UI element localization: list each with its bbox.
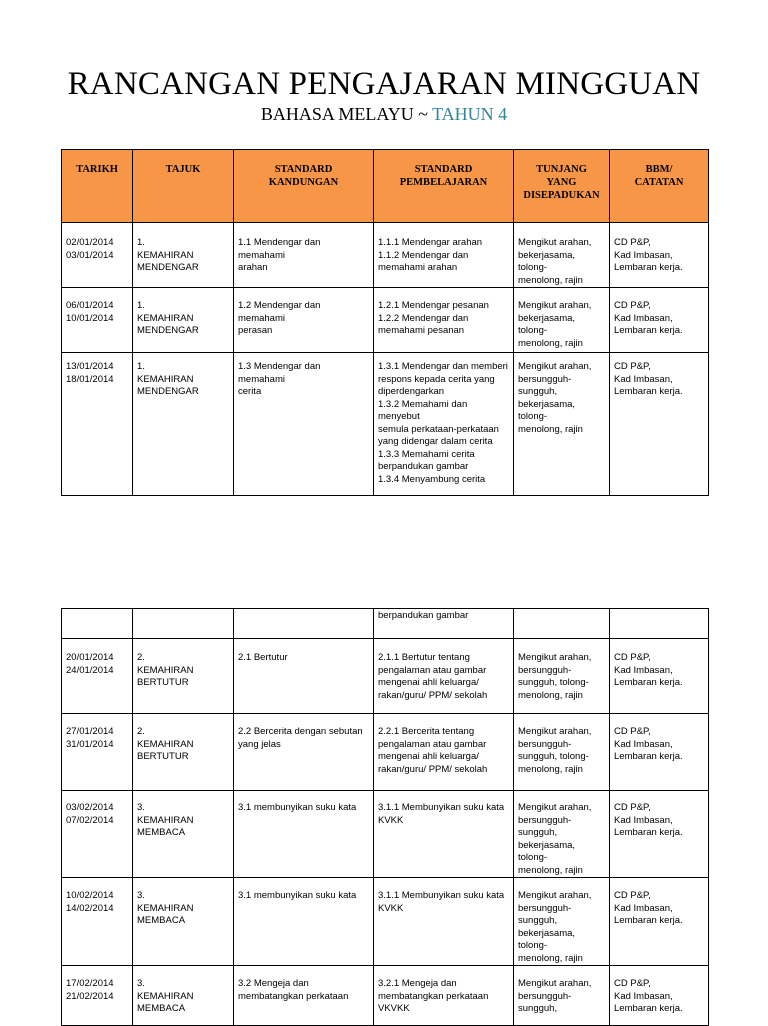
- cell-tarikh: 27/01/2014 31/01/2014: [62, 714, 133, 791]
- table-row: [62, 288, 709, 353]
- cell-tunjang: Mengikut arahan, bersungguh- sungguh, tolong- menolong, rajin: [514, 639, 610, 714]
- table-row: [62, 353, 709, 496]
- cell-standard-pembelajaran: 1.3.1 Mendengar dan memberi respons kepada cerita yang diperdengarkan 1.3.2 Memahami dan menyebut semula perkataan-perkataan yang didengar dalam cerita 1.3.3 Memahami cerita berpandukan gambar 1.3.4 Menyambung cerita: [374, 353, 514, 496]
- table-row: [62, 878, 709, 966]
- cell-tarikh: 13/01/2014 18/01/2014: [62, 353, 133, 496]
- header-standard-pembelajaran: STANDARD PEMBELAJARAN: [374, 150, 514, 223]
- cell-standard-pembelajaran: 3.2.1 Mengeja dan membatangkan perkataan VKVKK: [374, 966, 514, 1026]
- subtitle-subject: BAHASA MELAYU ~: [260, 104, 433, 124]
- cell-standard-pembelajaran: 2.1.1 Bertutur tentang pengalaman atau gambar mengenai ahli keluarga/ rakan/guru/ PPM/ sekolah: [374, 639, 514, 714]
- cell-tarikh: 20/01/2014 24/01/2014: [62, 639, 133, 714]
- cell-tajuk: 2. KEMAHIRAN BERTUTUR: [133, 714, 234, 791]
- table-row: [62, 714, 709, 791]
- cell-tarikh: 17/02/2014 21/02/2014: [62, 966, 133, 1026]
- cell-bbm-catatan: CD P&P, Kad Imbasan, Lembaran kerja.: [610, 966, 709, 1026]
- cell-standard-kandungan: [234, 609, 374, 639]
- cell-tajuk: 2. KEMAHIRAN BERTUTUR: [133, 639, 234, 714]
- cell-standard-kandungan: 1.3 Mendengar dan memahami cerita: [234, 353, 374, 496]
- subtitle-year: TAHUN 4: [432, 104, 508, 124]
- cell-tajuk: 1. KEMAHIRAN MENDENGAR: [133, 353, 234, 496]
- table-row: [62, 223, 709, 288]
- weekly-plan-table-top: [61, 149, 709, 496]
- page-title: RANCANGAN PENGAJARAN MINGGUAN: [67, 66, 701, 102]
- cell-bbm-catatan: CD P&P, Kad Imbasan, Lembaran kerja.: [610, 791, 709, 878]
- cell-tajuk: 3. KEMAHIRAN MEMBACA: [133, 878, 234, 966]
- header-tunjang: TUNJANG YANG DISEPADUKAN: [514, 150, 610, 223]
- header-standard-kandungan: STANDARD KANDUNGAN: [234, 150, 374, 223]
- cell-tajuk: 3. KEMAHIRAN MEMBACA: [133, 791, 234, 878]
- cell-tunjang: Mengikut arahan, bersungguh- sungguh, bekerjasama, tolong- menolong, rajin: [514, 353, 610, 496]
- table-header-row: [62, 150, 709, 223]
- page-subtitle: [0, 104, 768, 125]
- cell-tarikh: [62, 609, 133, 639]
- weekly-plan-table-continued: [61, 608, 709, 1026]
- cell-standard-pembelajaran: 3.1.1 Membunyikan suku kata KVKK: [374, 791, 514, 878]
- cell-bbm-catatan: CD P&P, Kad Imbasan, Lembaran kerja.: [610, 223, 709, 288]
- cell-bbm-catatan: CD P&P, Kad Imbasan, Lembaran kerja.: [610, 714, 709, 791]
- cell-tarikh: 03/02/2014 07/02/2014: [62, 791, 133, 878]
- table-row: [62, 609, 709, 639]
- cell-standard-pembelajaran: berpandukan gambar: [374, 609, 514, 639]
- cell-bbm-catatan: CD P&P, Kad Imbasan, Lembaran kerja.: [610, 639, 709, 714]
- cell-bbm-catatan: CD P&P, Kad Imbasan, Lembaran kerja.: [610, 353, 709, 496]
- cell-tunjang: Mengikut arahan, bersungguh- sungguh, tolong- menolong, rajin: [514, 714, 610, 791]
- cell-tarikh: 10/02/2014 14/02/2014: [62, 878, 133, 966]
- cell-tunjang: Mengikut arahan, bersungguh- sungguh,: [514, 966, 610, 1026]
- table-row: [62, 639, 709, 714]
- cell-tajuk: 1. KEMAHIRAN MENDENGAR: [133, 223, 234, 288]
- cell-standard-kandungan: 3.2 Mengeja dan membatangkan perkataan: [234, 966, 374, 1026]
- cell-tunjang: [514, 609, 610, 639]
- header-tajuk: TAJUK: [133, 150, 234, 223]
- cell-bbm-catatan: CD P&P, Kad Imbasan, Lembaran kerja.: [610, 878, 709, 966]
- cell-standard-kandungan: 1.2 Mendengar dan memahami perasan: [234, 288, 374, 353]
- table-row: [62, 791, 709, 878]
- cell-bbm-catatan: CD P&P, Kad Imbasan, Lembaran kerja.: [610, 288, 709, 353]
- cell-tunjang: Mengikut arahan, bekerjasama, tolong- menolong, rajin: [514, 223, 610, 288]
- cell-tajuk: 1. KEMAHIRAN MENDENGAR: [133, 288, 234, 353]
- cell-standard-pembelajaran: 3.1.1 Membunyikan suku kata KVKK: [374, 878, 514, 966]
- header-tarikh: TARIKH: [62, 150, 133, 223]
- header-bbm-catatan: BBM/ CATATAN: [610, 150, 709, 223]
- cell-standard-kandungan: 2.1 Bertutur: [234, 639, 374, 714]
- cell-standard-pembelajaran: 2.2.1 Bercerita tentang pengalaman atau gambar mengenai ahli keluarga/ rakan/guru/ PPM/ sekolah: [374, 714, 514, 791]
- cell-tunjang: Mengikut arahan, bersungguh- sungguh, bekerjasama, tolong- menolong, rajin: [514, 791, 610, 878]
- cell-tunjang: Mengikut arahan, bekerjasama, tolong- menolong, rajin: [514, 288, 610, 353]
- cell-tajuk: 3. KEMAHIRAN MEMBACA: [133, 966, 234, 1026]
- cell-tarikh: 06/01/2014 10/01/2014: [62, 288, 133, 353]
- cell-bbm-catatan: [610, 609, 709, 639]
- cell-tarikh: 02/01/2014 03/01/2014: [62, 223, 133, 288]
- cell-standard-pembelajaran: 1.1.1 Mendengar arahan 1.1.2 Mendengar dan memahami arahan: [374, 223, 514, 288]
- cell-standard-kandungan: 3.1 membunyikan suku kata: [234, 878, 374, 966]
- cell-standard-pembelajaran: 1.2.1 Mendengar pesanan 1.2.2 Mendengar dan memahami pesanan: [374, 288, 514, 353]
- cell-tajuk: [133, 609, 234, 639]
- cell-standard-kandungan: 1.1 Mendengar dan memahami arahan: [234, 223, 374, 288]
- cell-standard-kandungan: 2.2 Bercerita dengan sebutan yang jelas: [234, 714, 374, 791]
- table-row: [62, 966, 709, 1026]
- cell-tunjang: Mengikut arahan, bersungguh- sungguh, bekerjasama, tolong- menolong, rajin: [514, 878, 610, 966]
- cell-standard-kandungan: 3.1 membunyikan suku kata: [234, 791, 374, 878]
